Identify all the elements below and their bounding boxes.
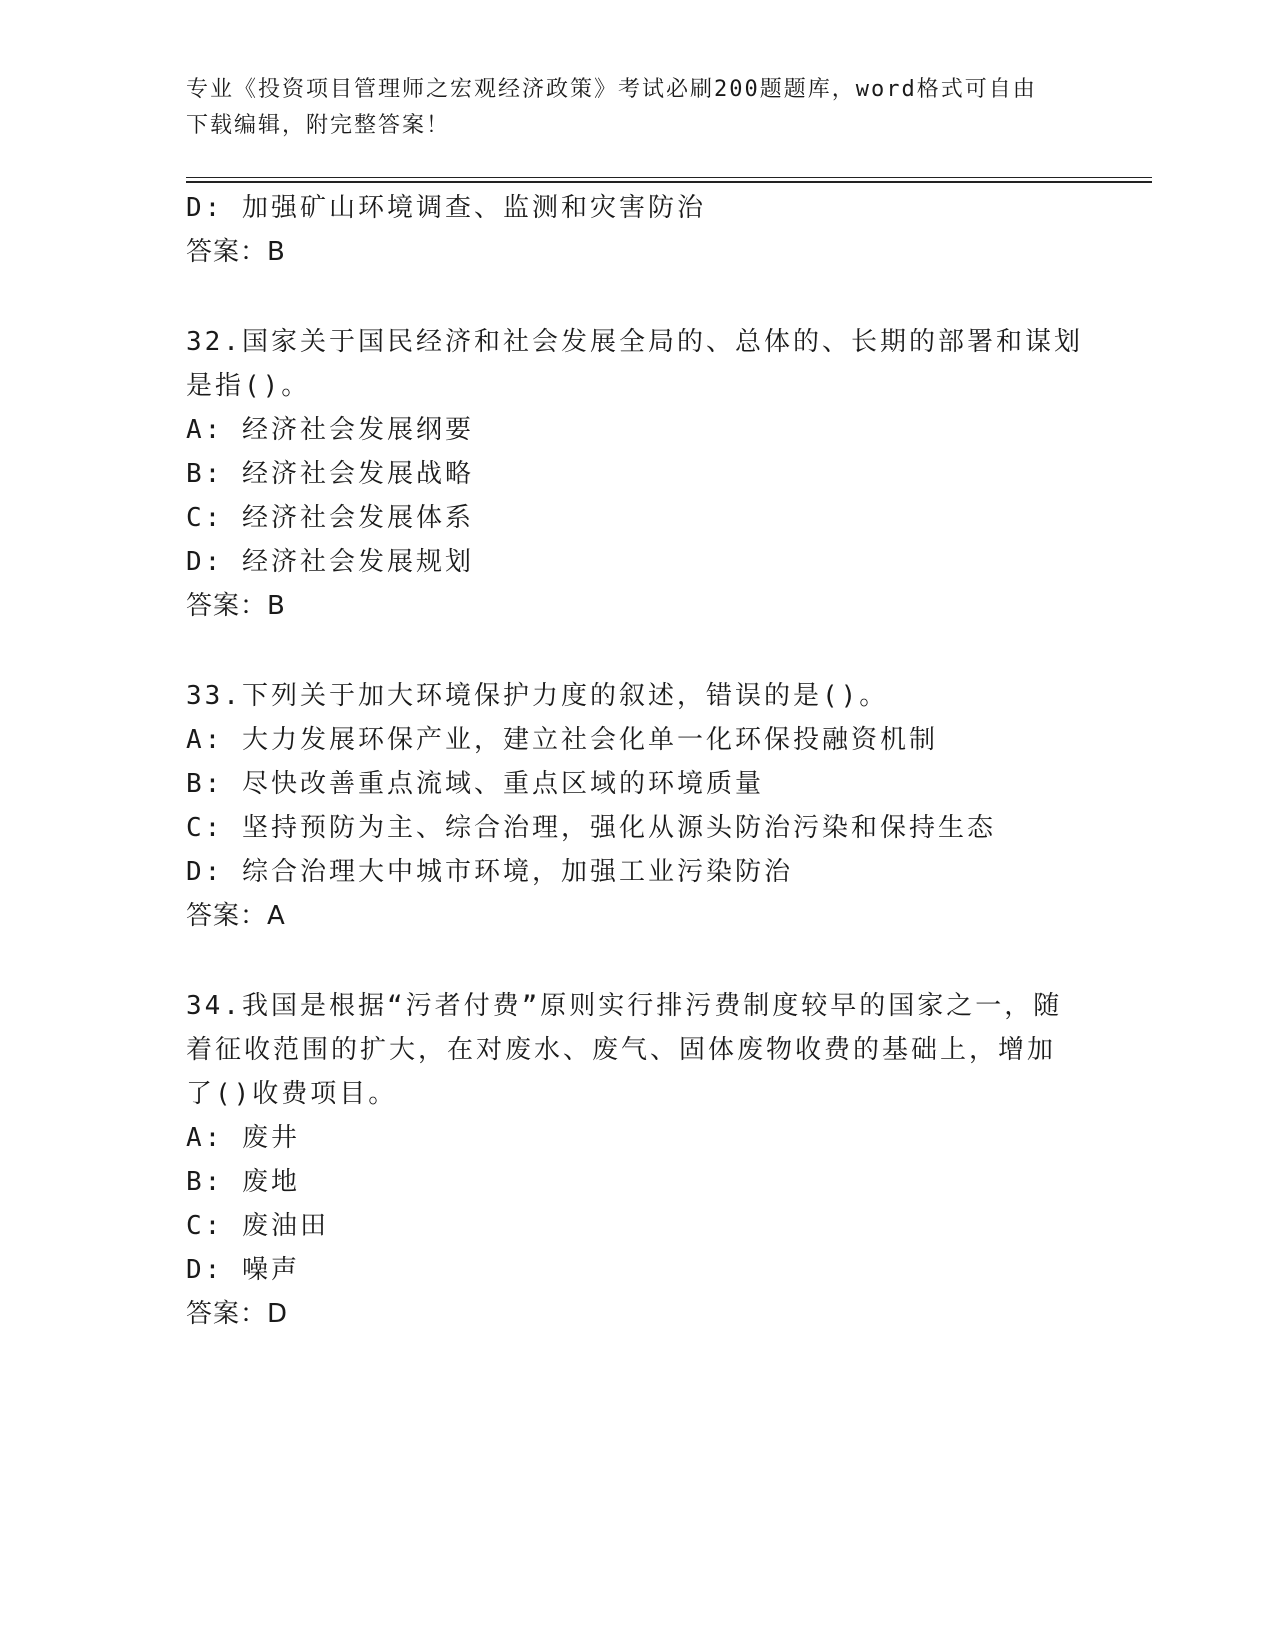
q32-answer: 答案：B [186, 591, 286, 621]
q34-stem-line-2: 着征收范围的扩大，在对废水、废气、固体废物收费的基础上，增加 [186, 1035, 1057, 1065]
q33-answer: 答案：A [186, 901, 286, 931]
q34-stem-line-3: 了()收费项目。 [186, 1079, 398, 1109]
q34-stem-line-1: 34.我国是根据“污者付费”原则实行排污费制度较早的国家之一，随 [186, 991, 1063, 1021]
q34-option-b: B: 废地 [186, 1167, 300, 1197]
document-header [186, 72, 1066, 144]
q33-option-b: B: 尽快改善重点流域、重点区域的环境质量 [186, 769, 764, 799]
q34-answer: 答案：D [186, 1299, 289, 1329]
q32-stem-line-1: 32.国家关于国民经济和社会发展全局的、总体的、长期的部署和谋划 [186, 327, 1083, 357]
prev-option-d: D: 加强矿山环境调查、监测和灾害防治 [186, 193, 706, 223]
q34-option-d: D: 噪声 [186, 1255, 300, 1285]
header-divider-thick [186, 181, 1152, 183]
q34-option-a: A: 废井 [186, 1123, 300, 1153]
q34-option-c: C: 废油田 [186, 1211, 329, 1241]
prev-answer: 答案：B [186, 237, 286, 267]
q32-option-d: D: 经济社会发展规划 [186, 547, 474, 577]
q32-option-a: A: 经济社会发展纲要 [186, 415, 474, 445]
q33-option-c: C: 坚持预防为主、综合治理，强化从源头防治污染和保持生态 [186, 813, 996, 843]
q32-stem-line-2: 是指()。 [186, 371, 311, 401]
header-line-1: 专业《投资项目管理师之宏观经济政策》考试必刷200题题库，word格式可自由 [186, 77, 1037, 102]
q33-option-d: D: 综合治理大中城市环境，加强工业污染防治 [186, 857, 793, 887]
q32-option-b: B: 经济社会发展战略 [186, 459, 474, 489]
q32-option-c: C: 经济社会发展体系 [186, 503, 474, 533]
header-line-2: 下载编辑，附完整答案！ [186, 113, 451, 138]
header-divider-thin [186, 177, 1152, 178]
q33-option-a: A: 大力发展环保产业，建立社会化单一化环保投融资机制 [186, 725, 938, 755]
q33-stem-line-1: 33.下列关于加大环境保护力度的叙述，错误的是()。 [186, 681, 889, 711]
